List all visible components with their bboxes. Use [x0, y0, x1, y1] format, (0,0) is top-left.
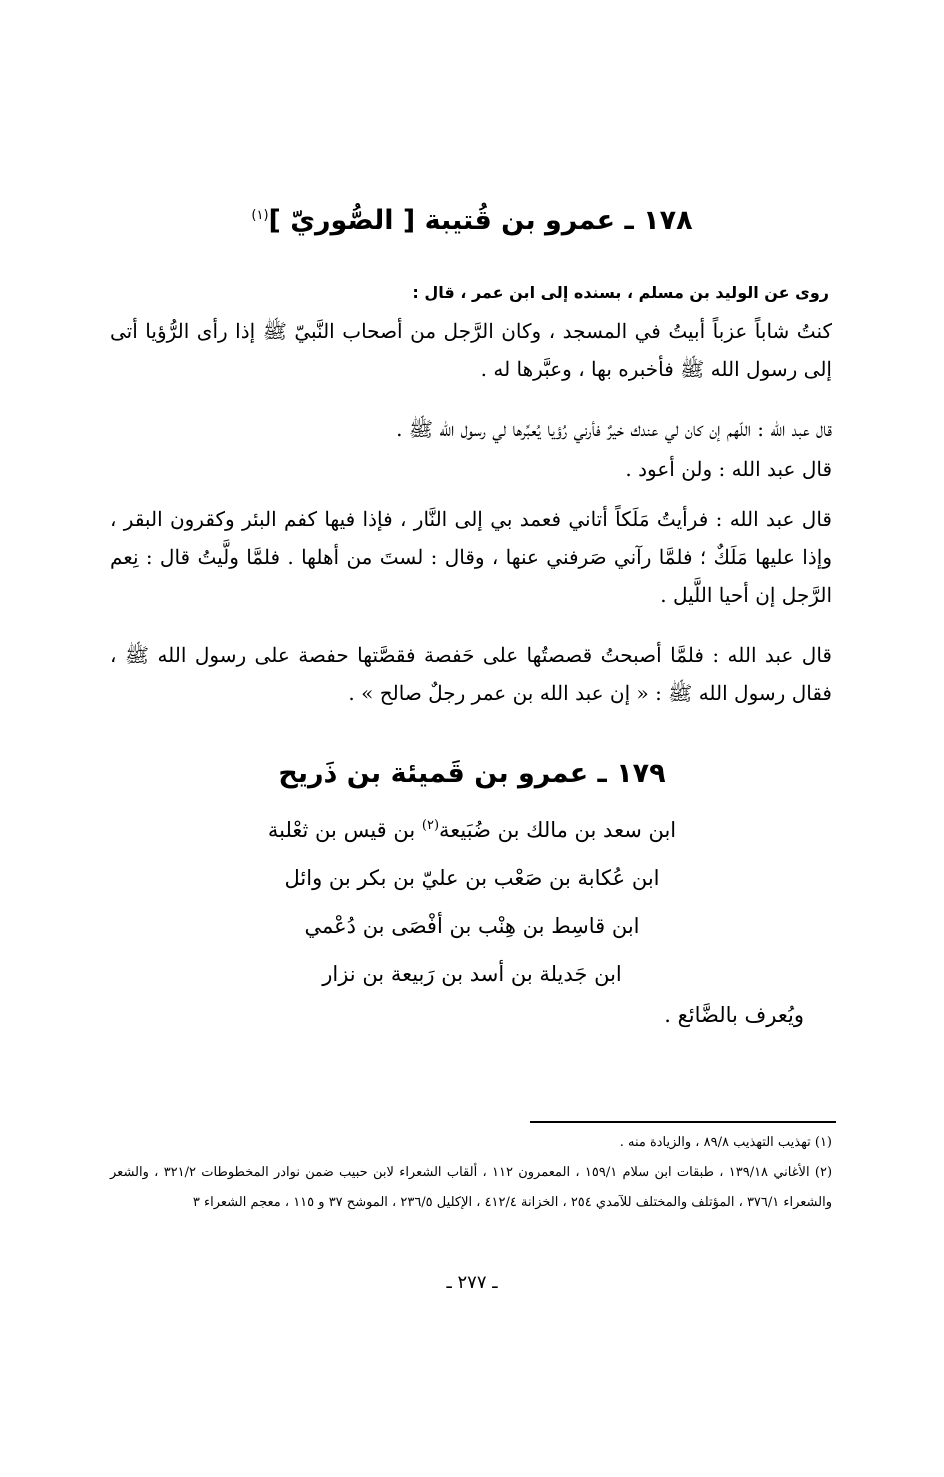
lineage-line: ابن جَديلة بن أسد بن رَبيعة بن نزار: [322, 962, 622, 986]
entry-178-title-text: ١٧٨ ـ عمرو بن قُتيبة [ الصُّوريّ ]: [268, 205, 693, 236]
entry-178-paragraph-1: كنتُ شاباً عزباً أبيتُ في المسجد ، وكان الرَّجل من أصحاب النَّبيّ ﷺ إذا رأى الرُّؤيا أتى إلى رسول الله ﷺ فأخبره بها ، وعبَّرها له .: [110, 319, 832, 381]
entry-178-footnote-ref: (١): [251, 208, 269, 223]
lineage-line: ابن عُكابة بن صَعْب بن عليّ بن بكر بن وائل: [284, 866, 660, 890]
lineage-line-text: بن قيس بن ثعْلبة: [267, 818, 422, 842]
footnote-divider: [530, 1121, 836, 1123]
entry-179-known-as: ويُعرف بالضَّائع .: [664, 1003, 804, 1027]
entry-179-footnote-ref: (٢): [421, 818, 440, 833]
footnote-1: (١) تهذيب التهذيب ٨٩/٨ ، والزيادة منه .: [619, 1135, 832, 1150]
entry-178-isnad: روى عن الوليد بن مسلم ، بسنده إلى ابن عمر ، قال :: [412, 283, 829, 302]
entry-178-paragraph-5: قال عبد الله : فلمَّا أصبحتُ قصصتُها على حَفصة فقصَّتها حفصة على رسول الله ﷺ ، فقال رسول الله ﷺ : « إن عبد الله بن عمر رجلٌ صالح » .: [110, 643, 832, 705]
lineage-line-text: ابن سعد بن مالك بن ضُبَيعة: [439, 818, 677, 842]
entry-178-paragraph-2: قال عبد الله : اللّهم إن كان لي عندك خيرٌ فأرني رُؤيا يُعبِّرها لي رسول الله ﷺ .: [396, 417, 832, 441]
entry-178-paragraph-4: قال عبد الله : فرأيتُ مَلَكاً أتاني فعمد بي إلى النَّار ، فإذا فيها كفم البئر وكقرون البقر ، وإذا عليها مَلَكٌ ؛ فلمَّا رآني صَرفني عنها ، وقال : لستَ من أهلها . فلمَّا ولَّيتُ قال : نِعم الرَّجل إن أحيا اللَّيل .: [110, 507, 832, 607]
lineage-line: [0, 802, 944, 854]
entry-178-title: [0, 205, 944, 236]
footnote-2: (٢) الأغاني ١٣٩/١٨ ، طبقات ابن سلام ١٥٩/١ ، المعمرون ١١٢ ، ألقاب الشعراء لابن حبيب ضمن نوادر المخطوطات ٣٢١/٢ ، والشعر والشعراء ٣٧٦/١ ، المؤتلف والمختلف للآمدي ٢٥٤ ، الخزانة ٤١٢/٤ ، الإكليل ٢٣٦/٥ ، الموشح ٣٧ و ١١٥ ، معجم الشعراء ٣: [110, 1165, 833, 1210]
entry-179-lineage: [0, 802, 944, 998]
entry-178-paragraph-3: قال عبد الله : ولن أعود .: [625, 457, 832, 481]
page-number: ـ ٢٧٧ ـ: [446, 1272, 498, 1293]
lineage-line: ابن قاسِط بن هِنْب بن أفْصَى بن دُعْمي: [304, 914, 640, 938]
entry-179-title: ١٧٩ ـ عمرو بن قَميئة بن ذَريح: [278, 758, 666, 789]
footnotes: [110, 1128, 832, 1218]
